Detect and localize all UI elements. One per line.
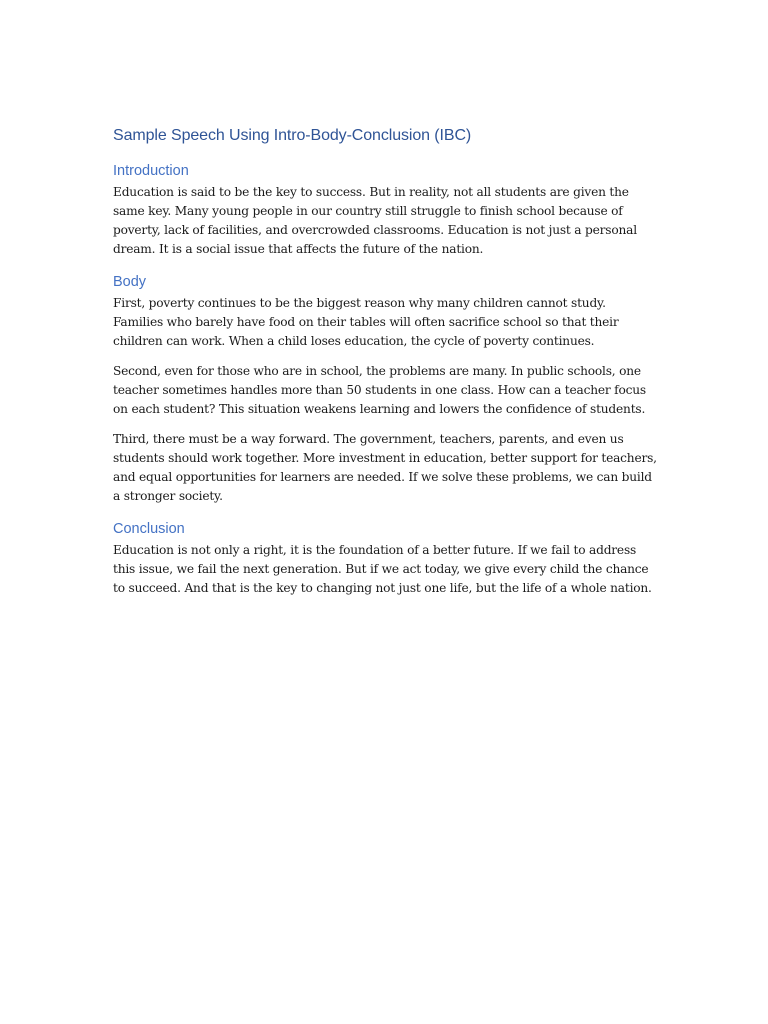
section-conclusion bbox=[113, 518, 658, 598]
document-title: Sample Speech Using Intro-Body-Conclusion (IBC) bbox=[113, 127, 472, 144]
section-heading-introduction: Introduction bbox=[113, 163, 189, 179]
document-content bbox=[113, 124, 658, 610]
section-heading-body: Body bbox=[113, 274, 147, 290]
body-paragraph-first: First, poverty continues to be the biggest reason why many children cannot study. Families who barely have food on their tables will often sacrifice school so that their children can work. When a child loses education, the cycle of poverty continues. bbox=[113, 296, 619, 348]
body-paragraph-second: Second, even for those who are in school, the problems are many. In public schools, one teacher sometimes handles more than 50 students in one class. How can a teacher focus on each student? This situation weakens learning and lowers the confidence of students. bbox=[113, 364, 646, 416]
conclusion-paragraph: Education is not only a right, it is the foundation of a better future. If we fail to address this issue, we fail the next generation. But if we act today, we give every child the chance to succeed. And that is the key to changing not just one life, but the life of a whole nation. bbox=[113, 543, 652, 595]
section-introduction bbox=[113, 160, 658, 259]
section-heading-conclusion: Conclusion bbox=[113, 521, 185, 537]
section-body bbox=[113, 271, 658, 506]
body-paragraph-third: Third, there must be a way forward. The government, teachers, parents, and even us students should work together. More investment in education, better support for teachers, and equal opportunities for learners are needed. If we solve these problems, we can build a stronger society. bbox=[113, 432, 657, 503]
introduction-paragraph: Education is said to be the key to success. But in reality, not all students are given the same key. Many young people in our country still struggle to finish school because of poverty, lack of facilities, and overcrowded classrooms. Education is not just a personal dream. It is a social issue that affects the future of the nation. bbox=[113, 185, 637, 256]
